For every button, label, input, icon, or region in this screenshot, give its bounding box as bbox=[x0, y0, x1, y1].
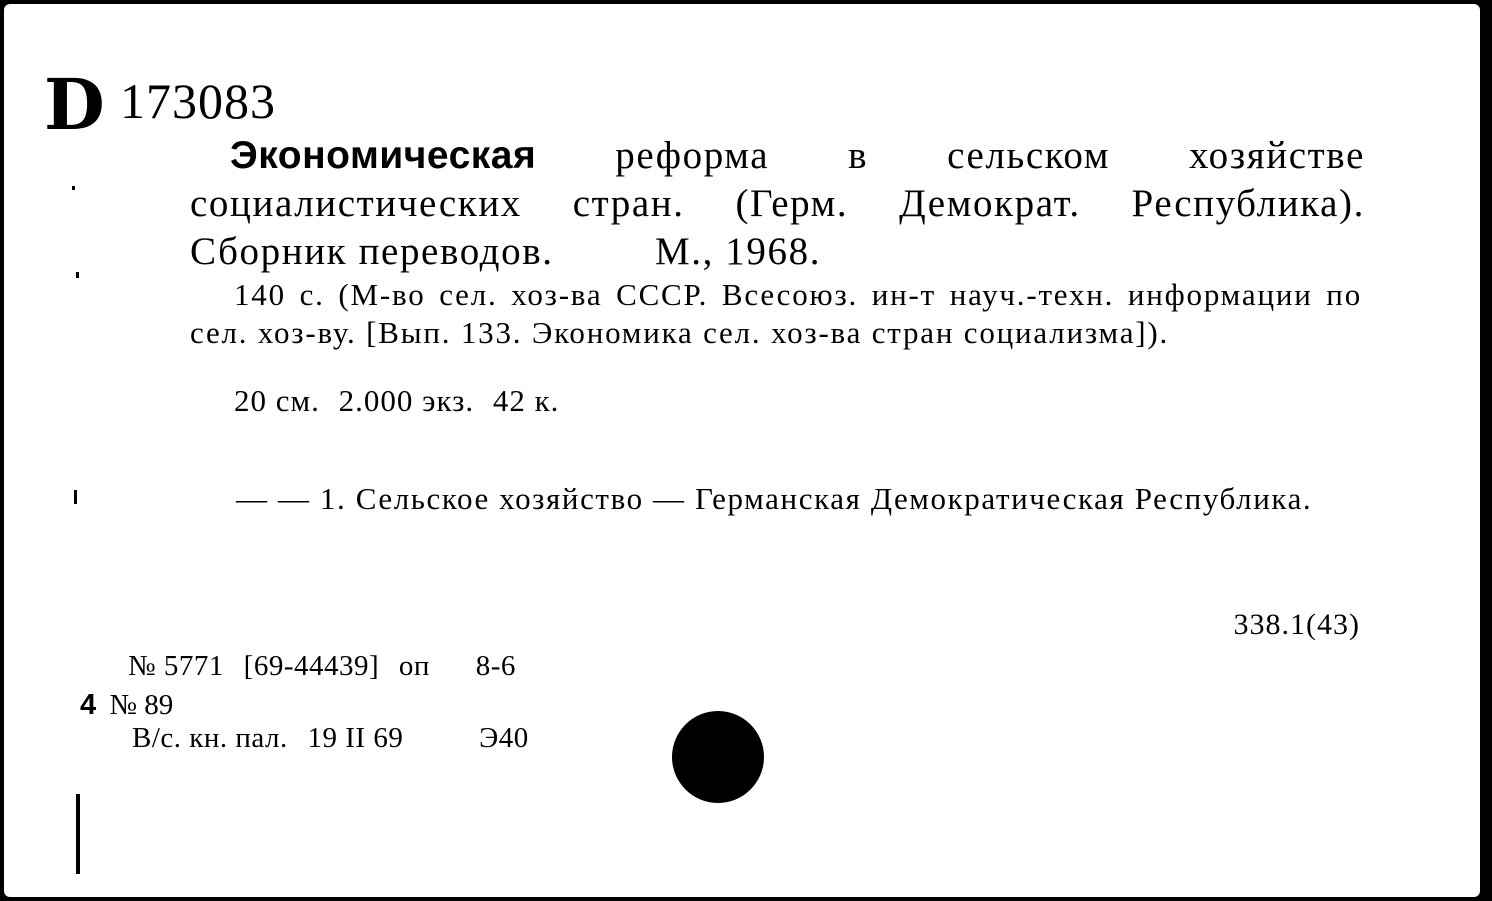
margin-speck bbox=[76, 794, 80, 874]
catalog-card bbox=[4, 4, 1480, 897]
series-note: 140 с. (М-во сел. хоз-ва СССР. Всесоюз. ин-т науч.-техн. информации по сел. хоз-ву. [Вып. 133. Экономика сел. хоз-ва стран социализма]). bbox=[190, 277, 1362, 350]
title-rest: реформа в сельском хозяйстве социалистических стран. (Герм. Демократ. Республика). Сборник переводов. bbox=[190, 134, 1365, 273]
bibliographic-title bbox=[190, 132, 1365, 276]
physical-description bbox=[234, 382, 569, 420]
order-bracket: [69-44439] bbox=[243, 650, 380, 682]
printing-line bbox=[132, 722, 541, 755]
issue-line bbox=[80, 689, 173, 722]
size: 20 см. bbox=[234, 383, 320, 418]
margin-speck bbox=[76, 272, 79, 278]
printing-signed: В/с. кн. пал. bbox=[132, 722, 288, 754]
printing-code: Э40 bbox=[479, 722, 529, 754]
order-line bbox=[128, 650, 528, 683]
price: 42 к. bbox=[492, 383, 560, 418]
classification-number: 338.1(43) bbox=[1233, 608, 1360, 641]
order-date: 8-6 bbox=[475, 650, 516, 682]
publication-info: М., 1968. bbox=[654, 230, 822, 273]
issue-number: № 89 bbox=[109, 689, 174, 721]
punch-hole-dot bbox=[672, 711, 764, 803]
copies: 2.000 экз. bbox=[338, 383, 475, 418]
printing-date: 19 II 69 bbox=[307, 722, 404, 754]
order-from: оп bbox=[398, 650, 430, 682]
order-number: № 5771 bbox=[128, 650, 224, 682]
margin-speck bbox=[74, 490, 77, 504]
scan-edge bbox=[1480, 0, 1492, 901]
margin-speck bbox=[72, 186, 75, 190]
subject-heading: — — 1. Сельское хозяйство — Германская Демократическая Республика. bbox=[236, 481, 1313, 516]
call-number-letter: D bbox=[44, 63, 105, 146]
title-bold-word: Экономическая bbox=[230, 134, 537, 177]
call-number: 173083 bbox=[120, 73, 276, 129]
issue-prefix: 4 bbox=[80, 689, 97, 721]
